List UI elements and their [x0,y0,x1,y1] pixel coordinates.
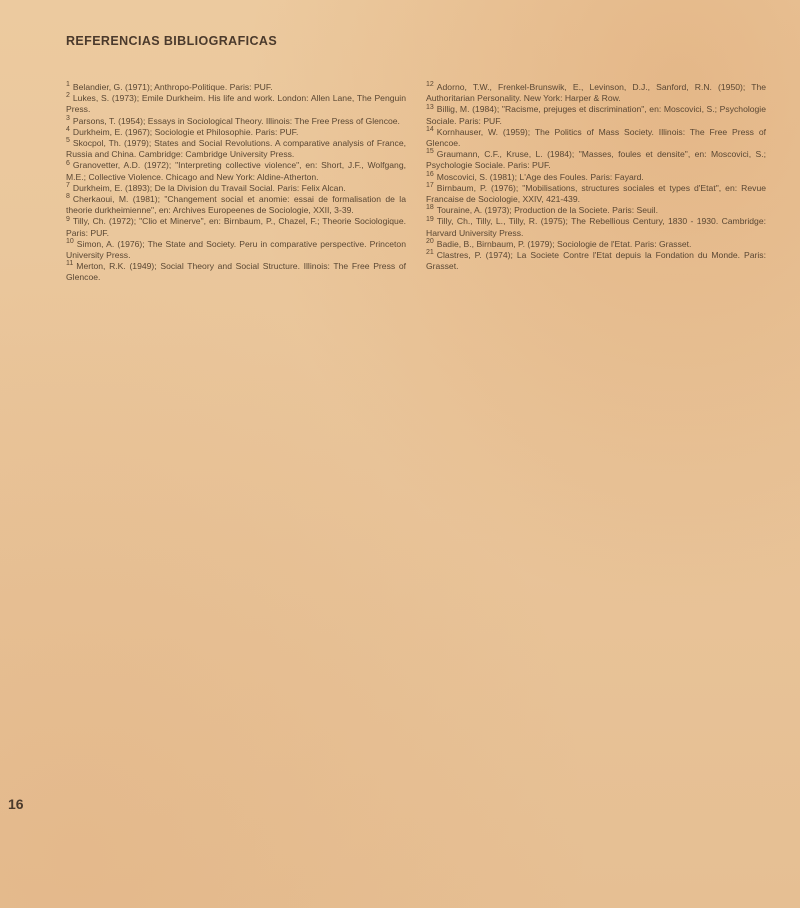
reference-text: Simon, A. (1976); The State and Society. Peru in comparative perspective. Princeton University Press. [66,238,406,261]
reference-entry [66,183,406,194]
page-heading: REFERENCIAS BIBLIOGRAFICAS [66,34,278,48]
reference-number: 11 [66,260,74,268]
reference-number: 1 [66,81,70,89]
reference-number: 5 [66,137,70,145]
reference-number: 2 [66,92,70,100]
reference-text: Birnbaum, P. (1976); "Mobilisations, structures sociales et types d'Etat", en: Revue Francaise de Sociologie, XXIV, 421-439. [426,182,766,205]
reference-entry [66,138,406,160]
reference-text: Kornhauser, W. (1959); The Politics of Mass Society. Illinois: The Free Press of Glencoe. [426,126,766,149]
reference-text: Billig, M. (1984); "Racisme, prejuges et discrimination", en: Moscovici, S.; Psychologie Sociale. Paris: PUF. [426,104,766,126]
reference-number: 17 [426,181,434,189]
reference-entry [66,93,406,115]
reference-number: 9 [66,215,70,223]
reference-entry [426,239,766,250]
reference-text: Cherkaoui, M. (1981); "Changement social et anomie: essai de formalisation de la theorie durkheimienne", en: Archives Europeenes de Sociologie, XXII, 3-39. [66,194,406,216]
reference-text: Merton, R.K. (1949); Social Theory and Social Structure. Illinois: The Free Press of Glencoe. [66,261,406,283]
reference-text: Clastres, P. (1974); La Societe Contre l'Etat depuis la Fondation du Monde. Paris: Grasset. [426,250,766,272]
reference-number: 21 [426,249,434,257]
reference-number: 4 [66,125,70,133]
reference-entry [66,239,406,261]
reference-number: 3 [66,114,70,122]
reference-text: Tilly, Ch., Tilly, L., Tilly, R. (1975); The Rebellious Century, 1830 - 1930. Cambridge: Harvard University Press. [426,216,766,238]
references-left-column [66,82,406,284]
reference-entry [66,261,406,283]
reference-text: Skocpol, Th. (1979); States and Social Revolutions. A comparative analysis of France, Russia and China. Cambridge: Cambridge University Press. [66,138,406,160]
reference-entry [426,172,766,183]
reference-text: Graumann, C.F., Kruse, L. (1984); "Masses, foules et densite", en: Moscovici, S.; Psychologie Sociale. Paris: PUF. [426,149,766,171]
reference-number: 18 [426,204,434,212]
reference-entry [426,127,766,149]
references-right-column [426,82,766,272]
reference-text: Badie, B., Birnbaum, P. (1979); Sociologie de l'Etat. Paris: Grasset. [436,238,692,249]
reference-entry [426,183,766,205]
reference-entry [426,216,766,238]
reference-number: 7 [66,181,70,189]
reference-entry [426,104,766,126]
reference-text: Durkheim, E. (1893); De la Division du Travail Social. Paris: Felix Alcan. [72,182,346,193]
reference-number: 15 [426,148,434,156]
reference-text: Belandier, G. (1971); Anthropo-Politique. Paris: PUF. [72,82,273,92]
reference-number: 19 [426,215,434,223]
reference-text: Moscovici, S. (1981); L'Age des Foules. Paris: Fayard. [436,171,644,182]
reference-entry [66,127,406,138]
reference-text: Parsons, T. (1954); Essays in Sociological Theory. Illinois: The Free Press of Glencoe. [72,115,400,126]
reference-text: Lukes, S. (1973); Emile Durkheim. His life and work. London: Allen Lane, The Penguin Press. [66,93,406,115]
reference-text: Granovetter, A.D. (1972); "Interpreting collective violence", en: Short, J.F., Wolfgang, M.E.; Collective Violence. Chicago and New York: Aldine-Atherton. [66,160,406,182]
reference-number: 12 [426,81,434,89]
page-number: 16 [8,796,24,812]
reference-number: 14 [426,125,434,133]
reference-entry [66,194,406,216]
reference-entry [66,116,406,127]
reference-entry [66,160,406,182]
reference-entry [426,149,766,171]
reference-text: Adorno, T.W., Frenkel-Brunswik, E., Levinson, D.J., Sanford, R.N. (1950); The Authoritarian Personality. New York: Harper & Row. [426,82,766,104]
reference-entry [66,216,406,238]
reference-entry [426,250,766,272]
reference-number: 8 [66,193,70,201]
reference-entry [426,82,766,104]
reference-number: 16 [426,170,434,178]
reference-entry [66,82,406,93]
reference-number: 13 [426,103,434,111]
reference-number: 20 [426,237,434,245]
reference-entry [426,205,766,216]
reference-number: 10 [66,237,74,245]
reference-text: Touraine, A. (1973); Production de la Societe. Paris: Seuil. [436,205,658,216]
reference-number: 6 [66,159,70,167]
reference-text: Tilly, Ch. (1972); "Clio et Minerve", en: Birnbaum, P., Chazel, F.; Theorie Sociologique. Paris: PUF. [66,216,406,238]
reference-text: Durkheim, E. (1967); Sociologie et Philosophie. Paris: PUF. [72,126,299,137]
